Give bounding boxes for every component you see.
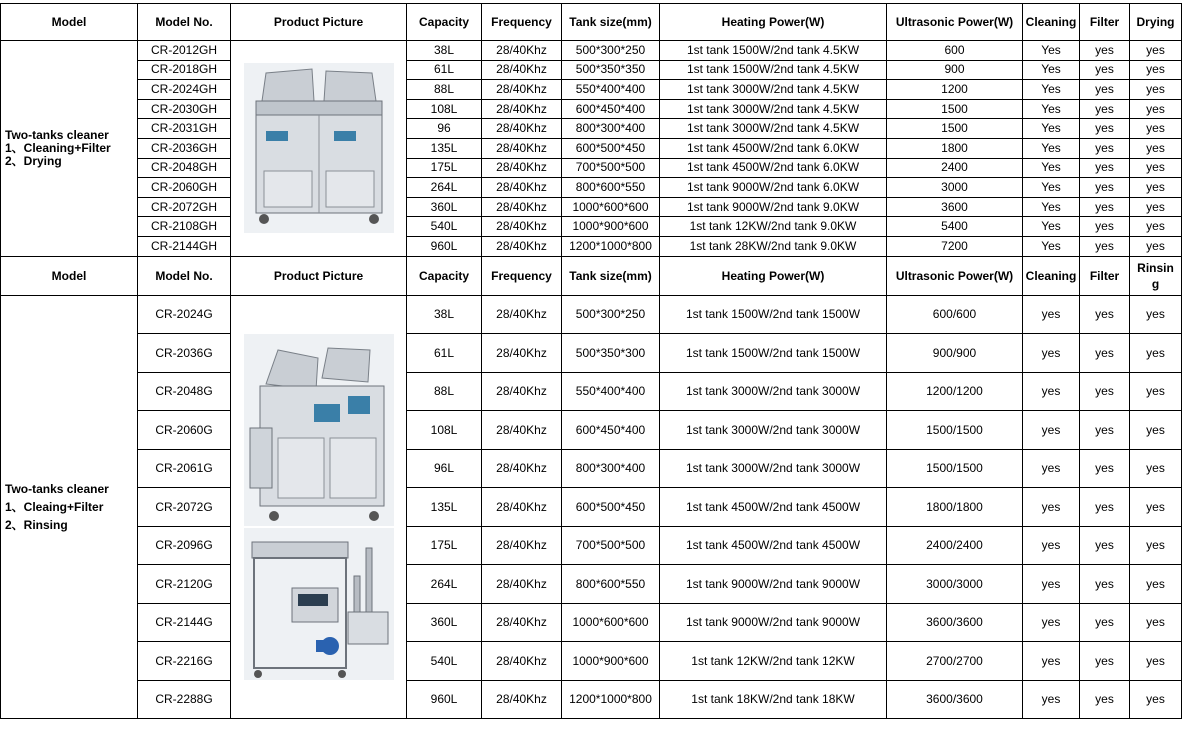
header-heating-power: Heating Power(W) (660, 4, 887, 41)
model-no-cell: CR-2144GH (138, 236, 231, 256)
capacity-cell: 360L (407, 603, 482, 642)
header-model: Model (1, 256, 138, 295)
table-row (1, 41, 1182, 61)
heating-power-cell: 1st tank 3000W/2nd tank 4.5KW (660, 119, 887, 139)
frequency-cell: 28/40Khz (482, 526, 562, 565)
heating-power-cell: 1st tank 4500W/2nd tank 6.0KW (660, 138, 887, 158)
two-tank-cleaner-image (244, 63, 394, 233)
rinsing-cleaner-with-pump-image (244, 528, 394, 680)
table-row (1, 526, 1182, 565)
series-title-drying (1, 41, 138, 257)
rinsing-cell: yes (1130, 411, 1182, 450)
tank-size-cell: 500*350*300 (562, 334, 660, 373)
ultrasonic-power-cell: 3600/3600 (887, 680, 1023, 719)
frequency-cell: 28/40Khz (482, 158, 562, 178)
filter-cell: yes (1080, 80, 1130, 100)
table-row (1, 372, 1182, 411)
model-no-cell: CR-2024GH (138, 80, 231, 100)
cleaning-cell: yes (1023, 680, 1080, 719)
model-no-cell: CR-2096G (138, 526, 231, 565)
header-row-1 (1, 4, 1182, 41)
tank-size-cell: 800*600*550 (562, 565, 660, 604)
frequency-cell: 28/40Khz (482, 334, 562, 373)
heating-power-cell: 1st tank 12KW/2nd tank 9.0KW (660, 217, 887, 237)
cleaning-cell: Yes (1023, 119, 1080, 139)
cleaning-cell: Yes (1023, 60, 1080, 80)
cleaning-cell: Yes (1023, 158, 1080, 178)
heating-power-cell: 1st tank 1500W/2nd tank 4.5KW (660, 41, 887, 61)
tank-size-cell: 500*300*250 (562, 295, 660, 334)
cleaning-cell: Yes (1023, 41, 1080, 61)
capacity-cell: 38L (407, 41, 482, 61)
cleaning-cell: Yes (1023, 138, 1080, 158)
ultrasonic-power-cell: 1800/1800 (887, 488, 1023, 527)
header-rinsing (1130, 256, 1182, 295)
rinsing-cell: yes (1130, 449, 1182, 488)
frequency-cell: 28/40Khz (482, 60, 562, 80)
heating-power-cell: 1st tank 18KW/2nd tank 18KW (660, 680, 887, 719)
capacity-cell: 108L (407, 99, 482, 119)
header-drying: Drying (1130, 4, 1182, 41)
table-row (1, 449, 1182, 488)
filter-cell: yes (1080, 138, 1130, 158)
tank-size-cell: 500*350*350 (562, 60, 660, 80)
frequency-cell: 28/40Khz (482, 41, 562, 61)
tank-size-cell: 500*300*250 (562, 41, 660, 61)
cleaning-cell: Yes (1023, 99, 1080, 119)
two-tank-rinsing-cleaner-image (244, 334, 394, 526)
series-title-line: 2、Drying (5, 153, 62, 168)
filter-cell: yes (1080, 334, 1130, 373)
rinsing-cell: yes (1130, 680, 1182, 719)
ultrasonic-power-cell: 3600/3600 (887, 603, 1023, 642)
table-row (1, 119, 1182, 139)
cleaning-cell: yes (1023, 488, 1080, 527)
frequency-cell: 28/40Khz (482, 642, 562, 681)
cleaning-cell: Yes (1023, 236, 1080, 256)
capacity-cell: 960L (407, 680, 482, 719)
heating-power-cell: 1st tank 28KW/2nd tank 9.0KW (660, 236, 887, 256)
product-picture-cell (231, 41, 407, 257)
spec-table (0, 3, 1182, 719)
drying-cell: yes (1130, 60, 1182, 80)
heating-power-cell: 1st tank 12KW/2nd tank 12KW (660, 642, 887, 681)
drying-cell: yes (1130, 178, 1182, 198)
heating-power-cell: 1st tank 4500W/2nd tank 6.0KW (660, 158, 887, 178)
table-row (1, 158, 1182, 178)
model-no-cell: CR-2031GH (138, 119, 231, 139)
cleaning-cell: yes (1023, 449, 1080, 488)
heating-power-cell: 1st tank 3000W/2nd tank 3000W (660, 411, 887, 450)
filter-cell: yes (1080, 178, 1130, 198)
heating-power-cell: 1st tank 9000W/2nd tank 9000W (660, 603, 887, 642)
filter-cell: yes (1080, 680, 1130, 719)
table-row (1, 680, 1182, 719)
table-row (1, 295, 1182, 334)
tank-size-cell: 550*400*400 (562, 372, 660, 411)
frequency-cell: 28/40Khz (482, 411, 562, 450)
group2-body (1, 256, 1182, 719)
heating-power-cell: 1st tank 3000W/2nd tank 3000W (660, 449, 887, 488)
drying-cell: yes (1130, 217, 1182, 237)
ultrasonic-power-cell: 900 (887, 60, 1023, 80)
table-row (1, 411, 1182, 450)
header-model-no: Model No. (138, 4, 231, 41)
tank-size-cell: 550*400*400 (562, 80, 660, 100)
filter-cell: yes (1080, 119, 1130, 139)
model-no-cell: CR-2048G (138, 372, 231, 411)
header-product-picture: Product Picture (231, 4, 407, 41)
cleaning-cell: yes (1023, 334, 1080, 373)
heating-power-cell: 1st tank 4500W/2nd tank 4500W (660, 526, 887, 565)
model-no-cell: CR-2024G (138, 295, 231, 334)
cleaning-cell: yes (1023, 565, 1080, 604)
cleaning-cell: yes (1023, 372, 1080, 411)
filter-cell: yes (1080, 60, 1130, 80)
table-row (1, 334, 1182, 373)
rinsing-cell: yes (1130, 488, 1182, 527)
filter-cell: yes (1080, 295, 1130, 334)
tank-size-cell: 1000*900*600 (562, 642, 660, 681)
frequency-cell: 28/40Khz (482, 295, 562, 334)
frequency-cell: 28/40Khz (482, 217, 562, 237)
model-no-cell: CR-2072G (138, 488, 231, 527)
ultrasonic-power-cell: 1500/1500 (887, 411, 1023, 450)
model-no-cell: CR-2120G (138, 565, 231, 604)
tank-size-cell: 600*450*400 (562, 99, 660, 119)
table-row (1, 197, 1182, 217)
series-title-line: 1、Cleaning+Filter (5, 140, 111, 155)
cleaning-cell: Yes (1023, 217, 1080, 237)
capacity-cell: 540L (407, 642, 482, 681)
table-row (1, 80, 1182, 100)
heating-power-cell: 1st tank 3000W/2nd tank 4.5KW (660, 99, 887, 119)
tank-size-cell: 600*450*400 (562, 411, 660, 450)
header-row-2 (1, 256, 1182, 295)
capacity-cell: 360L (407, 197, 482, 217)
frequency-cell: 28/40Khz (482, 99, 562, 119)
filter-cell: yes (1080, 158, 1130, 178)
tank-size-cell: 800*300*400 (562, 449, 660, 488)
cleaning-cell: yes (1023, 295, 1080, 334)
ultrasonic-power-cell: 600 (887, 41, 1023, 61)
frequency-cell: 28/40Khz (482, 372, 562, 411)
filter-cell: yes (1080, 565, 1130, 604)
header-model: Model (1, 4, 138, 41)
series-title-line: 2、Rinsing (5, 517, 68, 532)
filter-cell: yes (1080, 99, 1130, 119)
model-no-cell: CR-2048GH (138, 158, 231, 178)
product-picture-cell (231, 295, 407, 719)
tank-size-cell: 1000*900*600 (562, 217, 660, 237)
frequency-cell: 28/40Khz (482, 178, 562, 198)
rinsing-cell: yes (1130, 295, 1182, 334)
rinsing-cell: yes (1130, 526, 1182, 565)
tank-size-cell: 800*600*550 (562, 178, 660, 198)
frequency-cell: 28/40Khz (482, 565, 562, 604)
heating-power-cell: 1st tank 9000W/2nd tank 6.0KW (660, 178, 887, 198)
header-heating-power: Heating Power(W) (660, 256, 887, 295)
capacity-cell: 175L (407, 158, 482, 178)
heating-power-cell: 1st tank 4500W/2nd tank 4500W (660, 488, 887, 527)
cleaning-cell: yes (1023, 526, 1080, 565)
tank-size-cell: 700*500*500 (562, 158, 660, 178)
cleaning-cell: yes (1023, 411, 1080, 450)
header-filter: Filter (1080, 256, 1130, 295)
filter-cell: yes (1080, 488, 1130, 527)
frequency-cell: 28/40Khz (482, 80, 562, 100)
ultrasonic-power-cell: 2700/2700 (887, 642, 1023, 681)
header-tank-size: Tank size(mm) (562, 256, 660, 295)
header-cleaning: Cleaning (1023, 4, 1080, 41)
heating-power-cell: 1st tank 3000W/2nd tank 4.5KW (660, 80, 887, 100)
capacity-cell: 264L (407, 178, 482, 198)
capacity-cell: 88L (407, 80, 482, 100)
frequency-cell: 28/40Khz (482, 138, 562, 158)
cleaning-cell: yes (1023, 603, 1080, 642)
drying-cell: yes (1130, 99, 1182, 119)
heating-power-cell: 1st tank 1500W/2nd tank 1500W (660, 295, 887, 334)
series-title-rinsing (1, 295, 138, 719)
tank-size-cell: 1000*600*600 (562, 197, 660, 217)
filter-cell: yes (1080, 197, 1130, 217)
series-title-line: Two-tanks cleaner (5, 481, 109, 496)
filter-cell: yes (1080, 526, 1130, 565)
capacity-cell: 61L (407, 334, 482, 373)
ultrasonic-power-cell: 900/900 (887, 334, 1023, 373)
series-title-line: 1、Cleaing+Filter (5, 499, 104, 514)
model-no-cell: CR-2108GH (138, 217, 231, 237)
ultrasonic-power-cell: 2400 (887, 158, 1023, 178)
ultrasonic-power-cell: 1800 (887, 138, 1023, 158)
capacity-cell: 88L (407, 372, 482, 411)
filter-cell: yes (1080, 642, 1130, 681)
heating-power-cell: 1st tank 1500W/2nd tank 4.5KW (660, 60, 887, 80)
frequency-cell: 28/40Khz (482, 488, 562, 527)
rinsing-cell: yes (1130, 372, 1182, 411)
frequency-cell: 28/40Khz (482, 119, 562, 139)
drying-cell: yes (1130, 197, 1182, 217)
header-filter: Filter (1080, 4, 1130, 41)
cleaning-cell: Yes (1023, 178, 1080, 198)
drying-cell: yes (1130, 80, 1182, 100)
header-rinsing-part2: g (1151, 276, 1160, 291)
drying-cell: yes (1130, 138, 1182, 158)
heating-power-cell: 1st tank 3000W/2nd tank 3000W (660, 372, 887, 411)
header-capacity: Capacity (407, 256, 482, 295)
table-row (1, 178, 1182, 198)
table-row (1, 236, 1182, 256)
tank-size-cell: 800*300*400 (562, 119, 660, 139)
tank-size-cell: 700*500*500 (562, 526, 660, 565)
rinsing-cell: yes (1130, 642, 1182, 681)
drying-cell: yes (1130, 119, 1182, 139)
capacity-cell: 135L (407, 488, 482, 527)
capacity-cell: 135L (407, 138, 482, 158)
header-tank-size: Tank size(mm) (562, 4, 660, 41)
model-no-cell: CR-2036GH (138, 138, 231, 158)
capacity-cell: 96 (407, 119, 482, 139)
capacity-cell: 540L (407, 217, 482, 237)
frequency-cell: 28/40Khz (482, 449, 562, 488)
tank-size-cell: 1200*1000*800 (562, 680, 660, 719)
ultrasonic-power-cell: 1500 (887, 99, 1023, 119)
filter-cell: yes (1080, 236, 1130, 256)
drying-cell: yes (1130, 236, 1182, 256)
header-frequency: Frequency (482, 4, 562, 41)
ultrasonic-power-cell: 3000 (887, 178, 1023, 198)
capacity-cell: 175L (407, 526, 482, 565)
ultrasonic-power-cell: 5400 (887, 217, 1023, 237)
tank-size-cell: 600*500*450 (562, 138, 660, 158)
rinsing-cell: yes (1130, 565, 1182, 604)
ultrasonic-power-cell: 3600 (887, 197, 1023, 217)
frequency-cell: 28/40Khz (482, 603, 562, 642)
group1-body (1, 4, 1182, 257)
heating-power-cell: 1st tank 9000W/2nd tank 9000W (660, 565, 887, 604)
tank-size-cell: 1200*1000*800 (562, 236, 660, 256)
capacity-cell: 108L (407, 411, 482, 450)
rinsing-cell: yes (1130, 334, 1182, 373)
header-cleaning: Cleaning (1023, 256, 1080, 295)
capacity-cell: 38L (407, 295, 482, 334)
cleaning-cell: yes (1023, 642, 1080, 681)
table-row (1, 488, 1182, 527)
drying-cell: yes (1130, 41, 1182, 61)
rinsing-cell: yes (1130, 603, 1182, 642)
ultrasonic-power-cell: 7200 (887, 236, 1023, 256)
model-no-cell: CR-2072GH (138, 197, 231, 217)
model-no-cell: CR-2060G (138, 411, 231, 450)
filter-cell: yes (1080, 41, 1130, 61)
model-no-cell: CR-2060GH (138, 178, 231, 198)
tank-size-cell: 600*500*450 (562, 488, 660, 527)
filter-cell: yes (1080, 411, 1130, 450)
model-no-cell: CR-2144G (138, 603, 231, 642)
filter-cell: yes (1080, 372, 1130, 411)
model-no-cell: CR-2061G (138, 449, 231, 488)
model-no-cell: CR-2018GH (138, 60, 231, 80)
table-row (1, 217, 1182, 237)
table-row (1, 138, 1182, 158)
ultrasonic-power-cell: 600/600 (887, 295, 1023, 334)
frequency-cell: 28/40Khz (482, 197, 562, 217)
drying-cell: yes (1130, 158, 1182, 178)
table-row (1, 565, 1182, 604)
ultrasonic-power-cell: 1200/1200 (887, 372, 1023, 411)
header-capacity: Capacity (407, 4, 482, 41)
cleaning-cell: Yes (1023, 80, 1080, 100)
ultrasonic-power-cell: 1500 (887, 119, 1023, 139)
heating-power-cell: 1st tank 1500W/2nd tank 1500W (660, 334, 887, 373)
frequency-cell: 28/40Khz (482, 680, 562, 719)
header-rinsing-part1: Rinsin (1137, 260, 1174, 275)
table-row (1, 603, 1182, 642)
ultrasonic-power-cell: 1500/1500 (887, 449, 1023, 488)
header-ultrasonic-power: Ultrasonic Power(W) (887, 256, 1023, 295)
model-no-cell: CR-2036G (138, 334, 231, 373)
header-frequency: Frequency (482, 256, 562, 295)
filter-cell: yes (1080, 217, 1130, 237)
capacity-cell: 264L (407, 565, 482, 604)
series-title-line: Two-tanks cleaner (5, 127, 109, 142)
header-product-picture: Product Picture (231, 256, 407, 295)
ultrasonic-power-cell: 1200 (887, 80, 1023, 100)
filter-cell: yes (1080, 449, 1130, 488)
filter-cell: yes (1080, 603, 1130, 642)
table-row (1, 642, 1182, 681)
ultrasonic-power-cell: 3000/3000 (887, 565, 1023, 604)
tank-size-cell: 1000*600*600 (562, 603, 660, 642)
model-no-cell: CR-2216G (138, 642, 231, 681)
capacity-cell: 96L (407, 449, 482, 488)
capacity-cell: 960L (407, 236, 482, 256)
heating-power-cell: 1st tank 9000W/2nd tank 9.0KW (660, 197, 887, 217)
model-no-cell: CR-2288G (138, 680, 231, 719)
cleaning-cell: Yes (1023, 197, 1080, 217)
ultrasonic-power-cell: 2400/2400 (887, 526, 1023, 565)
frequency-cell: 28/40Khz (482, 236, 562, 256)
header-ultrasonic-power: Ultrasonic Power(W) (887, 4, 1023, 41)
capacity-cell: 61L (407, 60, 482, 80)
header-model-no: Model No. (138, 256, 231, 295)
model-no-cell: CR-2012GH (138, 41, 231, 61)
table-row (1, 60, 1182, 80)
table-row (1, 99, 1182, 119)
model-no-cell: CR-2030GH (138, 99, 231, 119)
